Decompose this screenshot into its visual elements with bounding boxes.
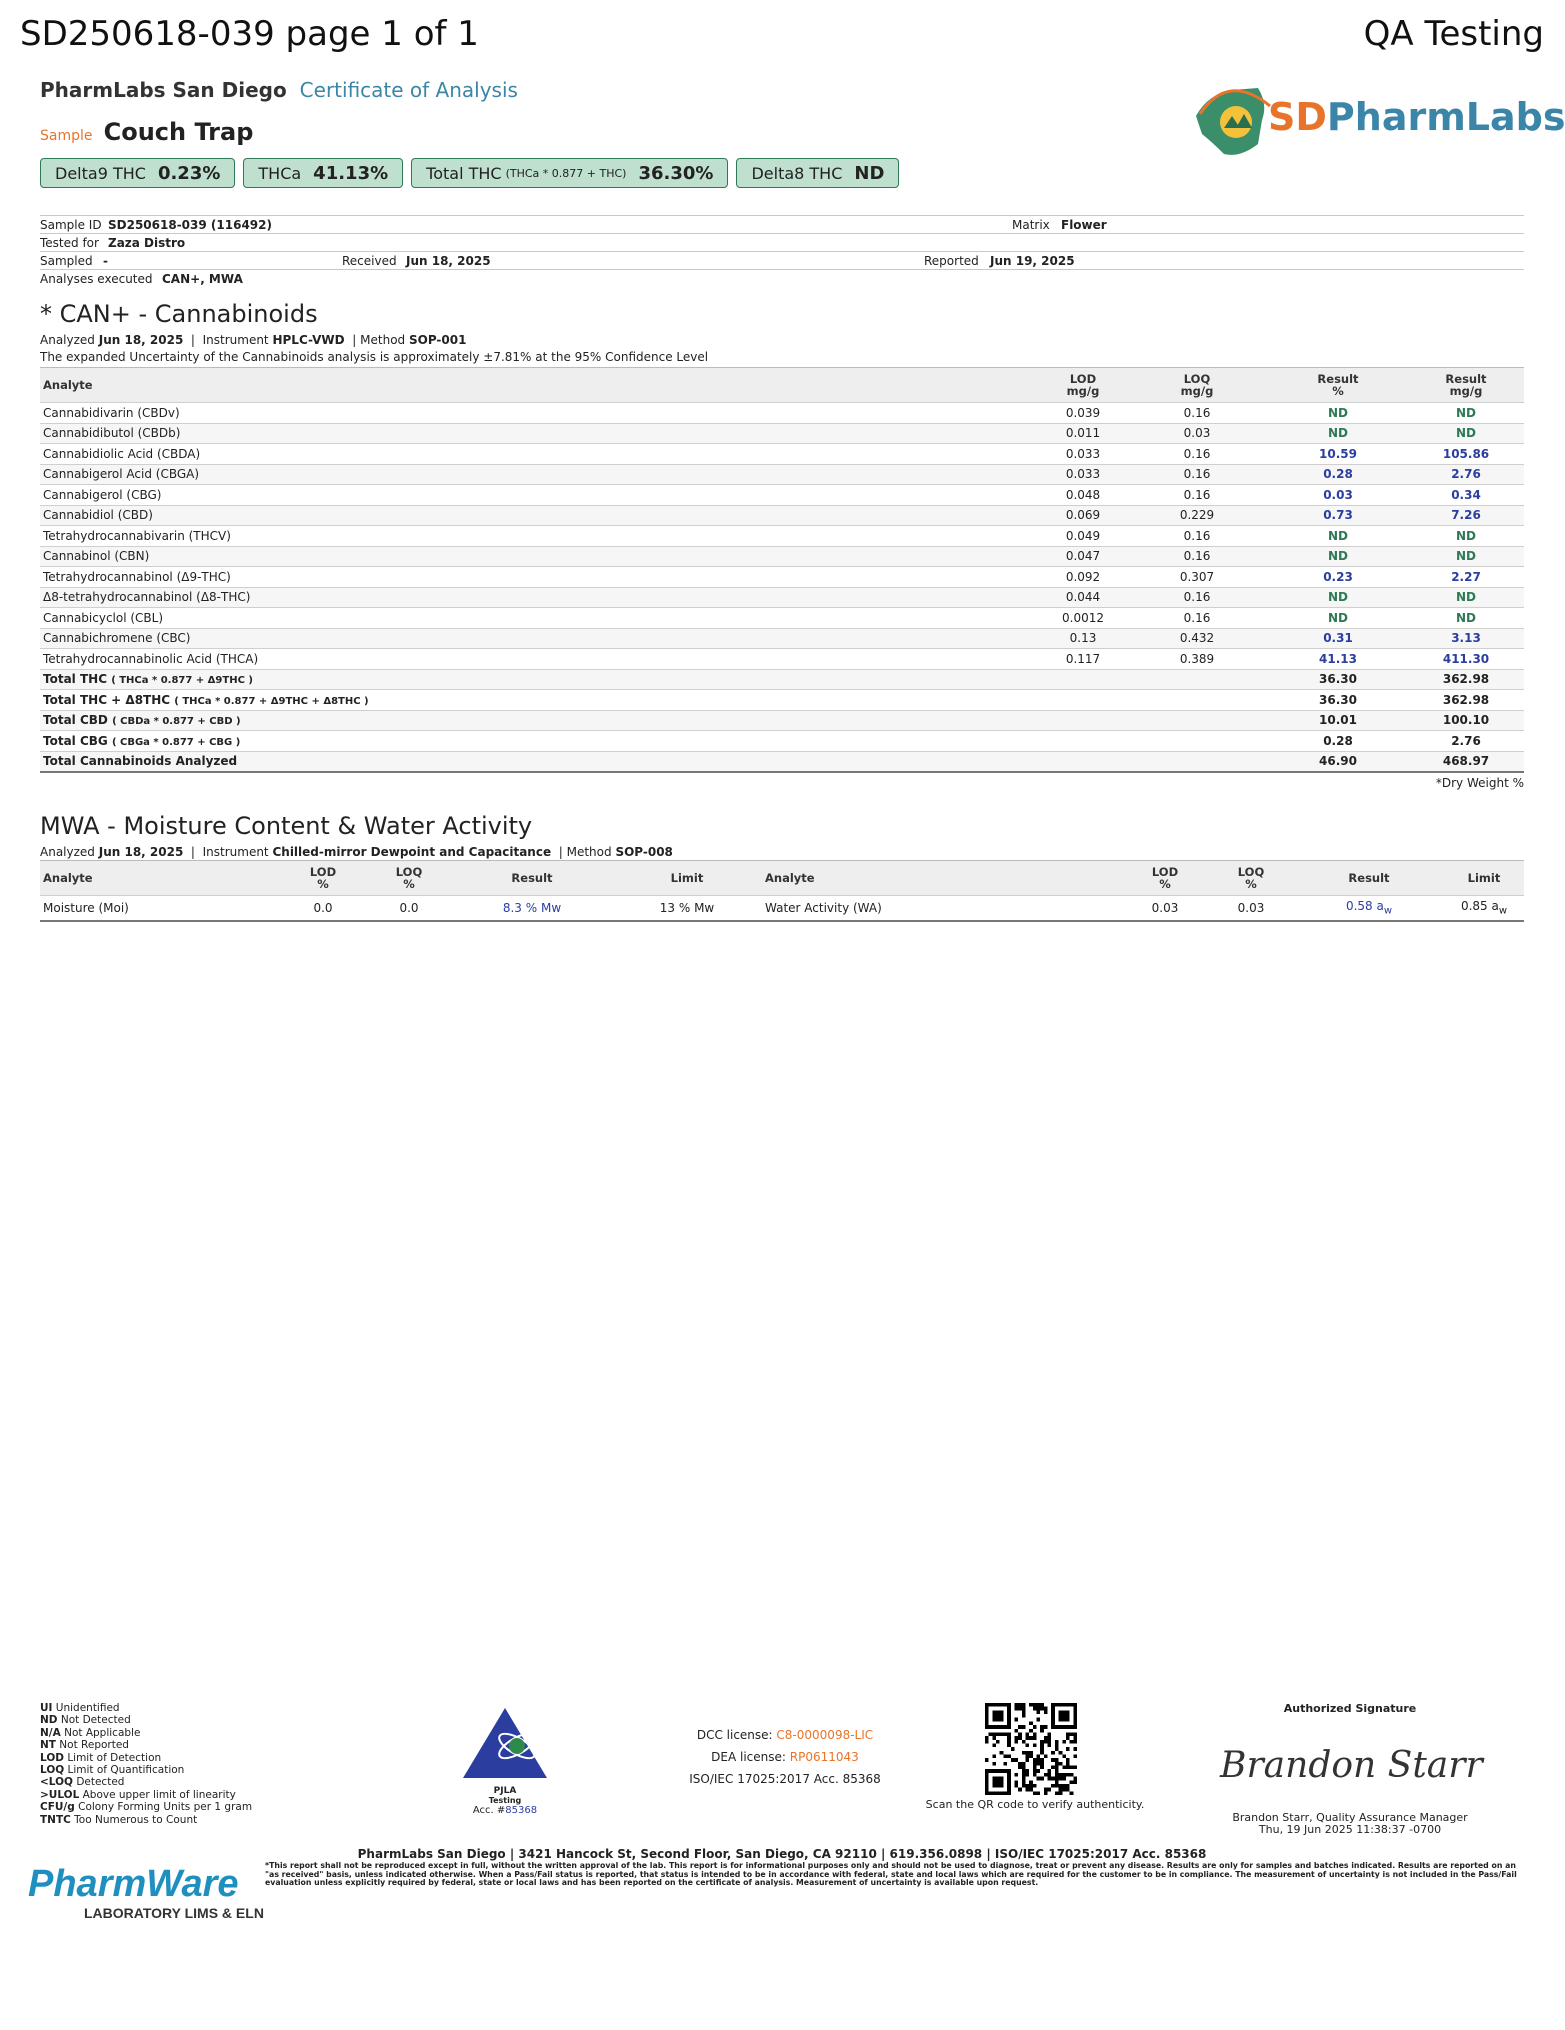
pjla-logo: [450, 1702, 560, 1816]
legend-item: UI Unidentified: [40, 1702, 120, 1714]
signature-date: Thu, 19 Jun 2025 11:38:37 -0700: [1258, 1823, 1442, 1836]
badge-label: Delta9 THC: [55, 163, 146, 183]
signatory-name: Brandon Starr, Quality Assurance Manager: [1232, 1811, 1468, 1824]
qr-caption: Scan the QR code to verify authenticity.: [925, 1798, 1145, 1811]
table-row: Cannabidibutol (CBDb) 0.011 0.03 ND ND: [40, 423, 1524, 444]
header-label: QA Testing: [1363, 14, 1544, 54]
badge-delta9: [40, 158, 235, 188]
table-header: Analyte LOD % LOQ % Result Limit Analyte LOD % LOQ % Result Limit: [40, 861, 1524, 896]
signatory: [1200, 1812, 1500, 1836]
table-row: Moisture (Moi) 0.0 0.0 8.3 % Mw 13 % Mw Water Activity (WA) 0.03 0.03 0.58 $a_w$ 0.85 $a_w$: [40, 896, 1524, 922]
disclaimer: *This report shall not be reproduced except in full, without the written approval of the lab. This report is for informational purposes only and should not be used to diagnose, treat or prevent any disease. Results are only for samples and batches indicated. Results are reported on an "as received" basis, unless indicated otherwise. When a Pass/Fail status is reported, that status is intended to be in accordance with federal, state and local laws which are required for the customer to be in compliance. The measurement of uncertainty is not included in the Pass/Fail evaluation unless explicitly required by federal, state or local laws and has been reported on the certificate of analysis. Measurement of uncertainty is available upon request.: [265, 1861, 1517, 1888]
badge-thca: [243, 158, 403, 188]
badge-value: ND: [854, 162, 885, 184]
legend-item: N/A Not Applicable: [40, 1726, 141, 1739]
report-id: SD250618-039 page 1 of 1: [20, 14, 479, 54]
doc-type: Certificate of Analysis: [299, 78, 518, 102]
info-row: [40, 233, 1524, 251]
table-row: Cannabidiolic Acid (CBDA) 0.033 0.16 10.59 105.86: [40, 444, 1524, 465]
legend-item: LOQ Limit of Quantification: [40, 1764, 185, 1777]
table-row: Cannabidiol (CBD) 0.069 0.229 0.73 7.26: [40, 505, 1524, 526]
mwa-meta: Analyzed Jun 18, 2025 | Instrument Chilled-mirror Dewpoint and Capacitance | Method SOP-008: [40, 845, 673, 859]
tested-for: Zaza Distro: [108, 236, 186, 250]
analyses-label: Analyses executed: [40, 272, 153, 286]
qr-code-icon[interactable]: [985, 1703, 1077, 1795]
can-uncertainty: The expanded Uncertainty of the Cannabinoids analysis is approximately ±7.81% at the 95% Confidence Level: [40, 350, 709, 364]
table-row: Tetrahydrocannabivarin (THCV) 0.049 0.16 ND ND: [40, 526, 1524, 547]
svg-text:PharmWare: PharmWare: [28, 1863, 239, 1905]
legend-item: >ULOL Above upper limit of linearity: [40, 1788, 236, 1801]
licenses: DCC license: C8-0000098-LIC DEA license: RP0611043 ISO/IEC 17025:2017 Acc. 85368: [689, 1728, 881, 1786]
total-row: Total THC ( THCa * 0.877 + Δ9THC ) 36.30 362.98: [40, 669, 1524, 690]
sampled-value: -: [103, 254, 108, 268]
can-meta: Analyzed Jun 18, 2025 | Instrument HPLC-VWD | Method SOP-001: [40, 333, 467, 347]
received-value: Jun 18, 2025: [406, 254, 491, 268]
sampled-label: Sampled: [40, 254, 93, 268]
legend-item: TNTC Too Numerous to Count: [40, 1813, 198, 1826]
table-row: Cannabigerol Acid (CBGA) 0.033 0.16 0.28 2.76: [40, 464, 1524, 485]
reported-value: Jun 19, 2025: [990, 254, 1075, 268]
total-row: Total THC + Δ8THC ( THCa * 0.877 + Δ9THC + Δ8THC ) 36.30 362.98: [40, 690, 1524, 711]
sample-id: SD250618-039 (116492): [108, 218, 272, 232]
analyses-value: CAN+, MWA: [162, 272, 243, 286]
badge-label: Total THC: [426, 163, 502, 183]
sample-name: Couch Trap: [103, 118, 254, 146]
badge-label: THCa: [258, 163, 302, 183]
logo-wordmark: SDPharmLabs: [1268, 95, 1565, 139]
total-row: Total Cannabinoids Analyzed 46.90 468.97: [40, 751, 1524, 772]
cannabinoids-table: [40, 367, 1524, 773]
signature-heading: Authorized Signature: [1283, 1702, 1417, 1715]
sample-id-label: Sample ID: [40, 218, 102, 232]
legend-item: ND Not Detected: [40, 1714, 131, 1727]
pjla-triangle-icon: [455, 1702, 555, 1782]
pjla-name: PJLA: [493, 1786, 517, 1796]
total-row: Total CBD ( CBDa * 0.877 + CBD ) 10.01 100.10: [40, 710, 1524, 731]
can-title: * CAN+ - Cannabinoids: [40, 300, 318, 328]
table-row: Δ8-tetrahydrocannabinol (Δ8-THC) 0.044 0.16 ND ND: [40, 587, 1524, 608]
matrix-value: Flower: [1061, 218, 1107, 232]
badge-value: 36.30%: [638, 162, 714, 184]
legend-item: <LOQ Detected: [40, 1776, 125, 1789]
reported-label: Reported: [924, 254, 979, 268]
tested-for-label: Tested for: [40, 236, 99, 250]
lab-name: PharmLabs San Diego: [40, 78, 287, 102]
badge-label: Delta8 THC: [751, 163, 843, 183]
legend-item: NT Not Reported: [40, 1739, 129, 1752]
sample-info: [40, 215, 1524, 287]
signature-image: [1215, 1735, 1505, 1795]
dry-weight-note: *Dry Weight %: [1435, 776, 1524, 790]
table-row: Cannabichromene (CBC) 0.13 0.432 0.31 3.13: [40, 628, 1524, 649]
sample-label: Sample: [40, 128, 93, 144]
pharmware-logo: [26, 1858, 264, 1922]
table-row: Cannabigerol (CBG) 0.048 0.16 0.03 0.34: [40, 485, 1524, 506]
received-label: Received: [342, 254, 397, 268]
svg-text:LABORATORY LIMS & ELN: LABORATORY LIMS & ELN: [84, 1905, 264, 1921]
badge-value: 41.13%: [313, 162, 389, 184]
info-row: [40, 269, 1524, 287]
info-row: [40, 251, 1524, 269]
sample-heading: [40, 118, 253, 146]
pjla-sub: Testing: [488, 1796, 522, 1805]
moisture-table: [40, 860, 1524, 922]
lab-address: PharmLabs San Diego | 3421 Hancock St, Second Floor, San Diego, CA 92110 | 619.356.0898 | ISO/IEC 17025:2017 Acc. 85368: [357, 1847, 1207, 1861]
summary-badges: [40, 158, 899, 188]
legend-item: LOD Limit of Detection: [40, 1751, 162, 1764]
badge-total-thc: [411, 158, 728, 188]
badge-value: 0.23%: [157, 162, 221, 184]
table-row: Cannabinol (CBN) 0.047 0.16 ND ND: [40, 546, 1524, 567]
mwa-title: MWA - Moisture Content & Water Activity: [40, 812, 533, 840]
table-row: Tetrahydrocannabinolic Acid (THCA) 0.117 0.389 41.13 411.30: [40, 649, 1524, 670]
lab-title: [40, 78, 518, 102]
table-row: Cannabidivarin (CBDv) 0.039 0.16 ND ND: [40, 403, 1524, 424]
legend-item: CFU/g Colony Forming Units per 1 gram: [40, 1801, 253, 1814]
info-row: [40, 215, 1524, 233]
badge-formula: (THCa * 0.877 + THC): [505, 166, 627, 180]
table-row: Tetrahydrocannabinol (Δ9-THC) 0.092 0.307 0.23 2.27: [40, 567, 1524, 588]
matrix-label: Matrix: [1012, 218, 1050, 232]
table-row: Cannabicyclol (CBL) 0.0012 0.16 ND ND: [40, 608, 1524, 629]
svg-text:Brandon Starr: Brandon Starr: [1220, 1745, 1483, 1786]
abbreviation-legend: [40, 1702, 252, 1826]
pjla-accreditation: Acc. #85368: [472, 1805, 538, 1816]
badge-delta8: [736, 158, 899, 188]
table-header: Analyte LOD mg/g LOQ mg/g Result % Result mg/g: [40, 368, 1524, 403]
total-row: Total CBG ( CBGa * 0.877 + CBG ) 0.28 2.76: [40, 731, 1524, 752]
